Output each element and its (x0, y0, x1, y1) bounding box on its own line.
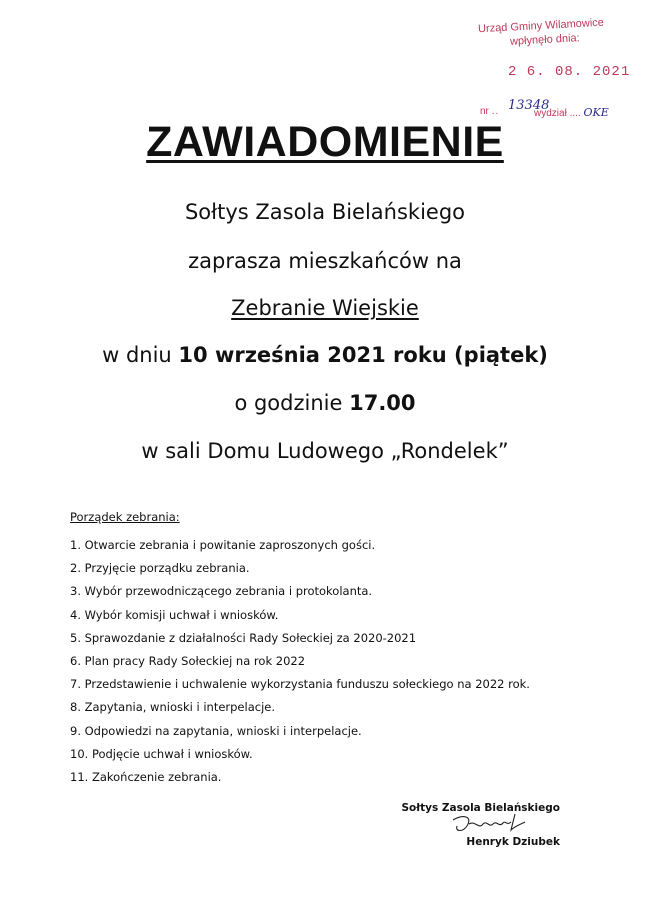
meeting-date-prefix: w dniu (102, 343, 179, 367)
agenda-item: 3. Wybór przewodniczącego zebrania i protokolanta. (70, 584, 373, 599)
meeting-name-line (0, 296, 650, 320)
stamp-number-label: nr (480, 106, 489, 117)
stamp-number-dots: .. (491, 106, 500, 117)
agenda-item: 6. Plan pracy Rady Sołeckiej na rok 2022 (70, 653, 306, 668)
handwritten-signature (449, 810, 529, 840)
agenda-item: 10. Podjęcie uchwał i wniosków. (70, 746, 253, 761)
stamp-department-value: OKE (583, 106, 609, 119)
agenda-item: 8. Zapytania, wnioski i interpelacje. (70, 700, 275, 715)
agenda-item: 1. Otwarcie zebrania i powitanie zaproszonych gości. (70, 538, 376, 552)
meeting-time-line (0, 391, 650, 415)
document-title (0, 118, 650, 167)
agenda-item: 9. Odpowiedzi na zapytania, wnioski i interpelacje. (70, 723, 362, 738)
stamp-number (480, 98, 550, 117)
stamp-received-label: wpłynęło dnia: (509, 32, 580, 48)
signature-name: Henryk Dziubek (466, 836, 560, 848)
agenda (70, 510, 530, 789)
stamp-date: 2 6. 08. 2021 (508, 64, 631, 80)
organizer-line: Sołtys Zasola Bielańskiego (184, 200, 466, 224)
agenda-item: 4. Wybór komisji uchwał i wniosków. (70, 607, 279, 622)
agenda-item: 5. Sprawozdanie z działalności Rady Sołeckiej za 2020-2021 (70, 630, 417, 645)
meeting-time: 17.00 (349, 391, 416, 415)
title-text: ZAWIADOMIENIE (146, 118, 504, 166)
signature-role: Sołtys Zasola Bielańskiego (401, 802, 560, 814)
stamp-number-value: 13348 (508, 98, 550, 113)
agenda-list (70, 534, 530, 789)
agenda-item: 2. Przyjęcie porządku zebrania. (70, 561, 250, 576)
meeting-time-prefix: o godzinie (234, 391, 350, 415)
registration-stamp (470, 16, 640, 130)
agenda-heading: Porządek zebrania: (70, 510, 180, 524)
invitation-line: zaprasza mieszkańców na (188, 249, 462, 273)
signature-block (401, 802, 560, 848)
meeting-date-line (0, 343, 650, 367)
meeting-name: Zebranie Wiejskie (231, 296, 419, 320)
agenda-item: 7. Przedstawienie i uchwalenie wykorzystania funduszu sołeckiego na 2022 rok. (70, 677, 530, 692)
stamp-office: Urząd Gminy Wilamowice (477, 16, 605, 36)
meeting-date: 10 września 2021 roku (piątek) (178, 343, 548, 367)
meeting-place-line: w sali Domu Ludowego „Rondelek” (141, 439, 509, 463)
stamp-department-label: wydział .... (534, 108, 581, 119)
agenda-item: 11. Zakończenie zebrania. (70, 769, 222, 784)
